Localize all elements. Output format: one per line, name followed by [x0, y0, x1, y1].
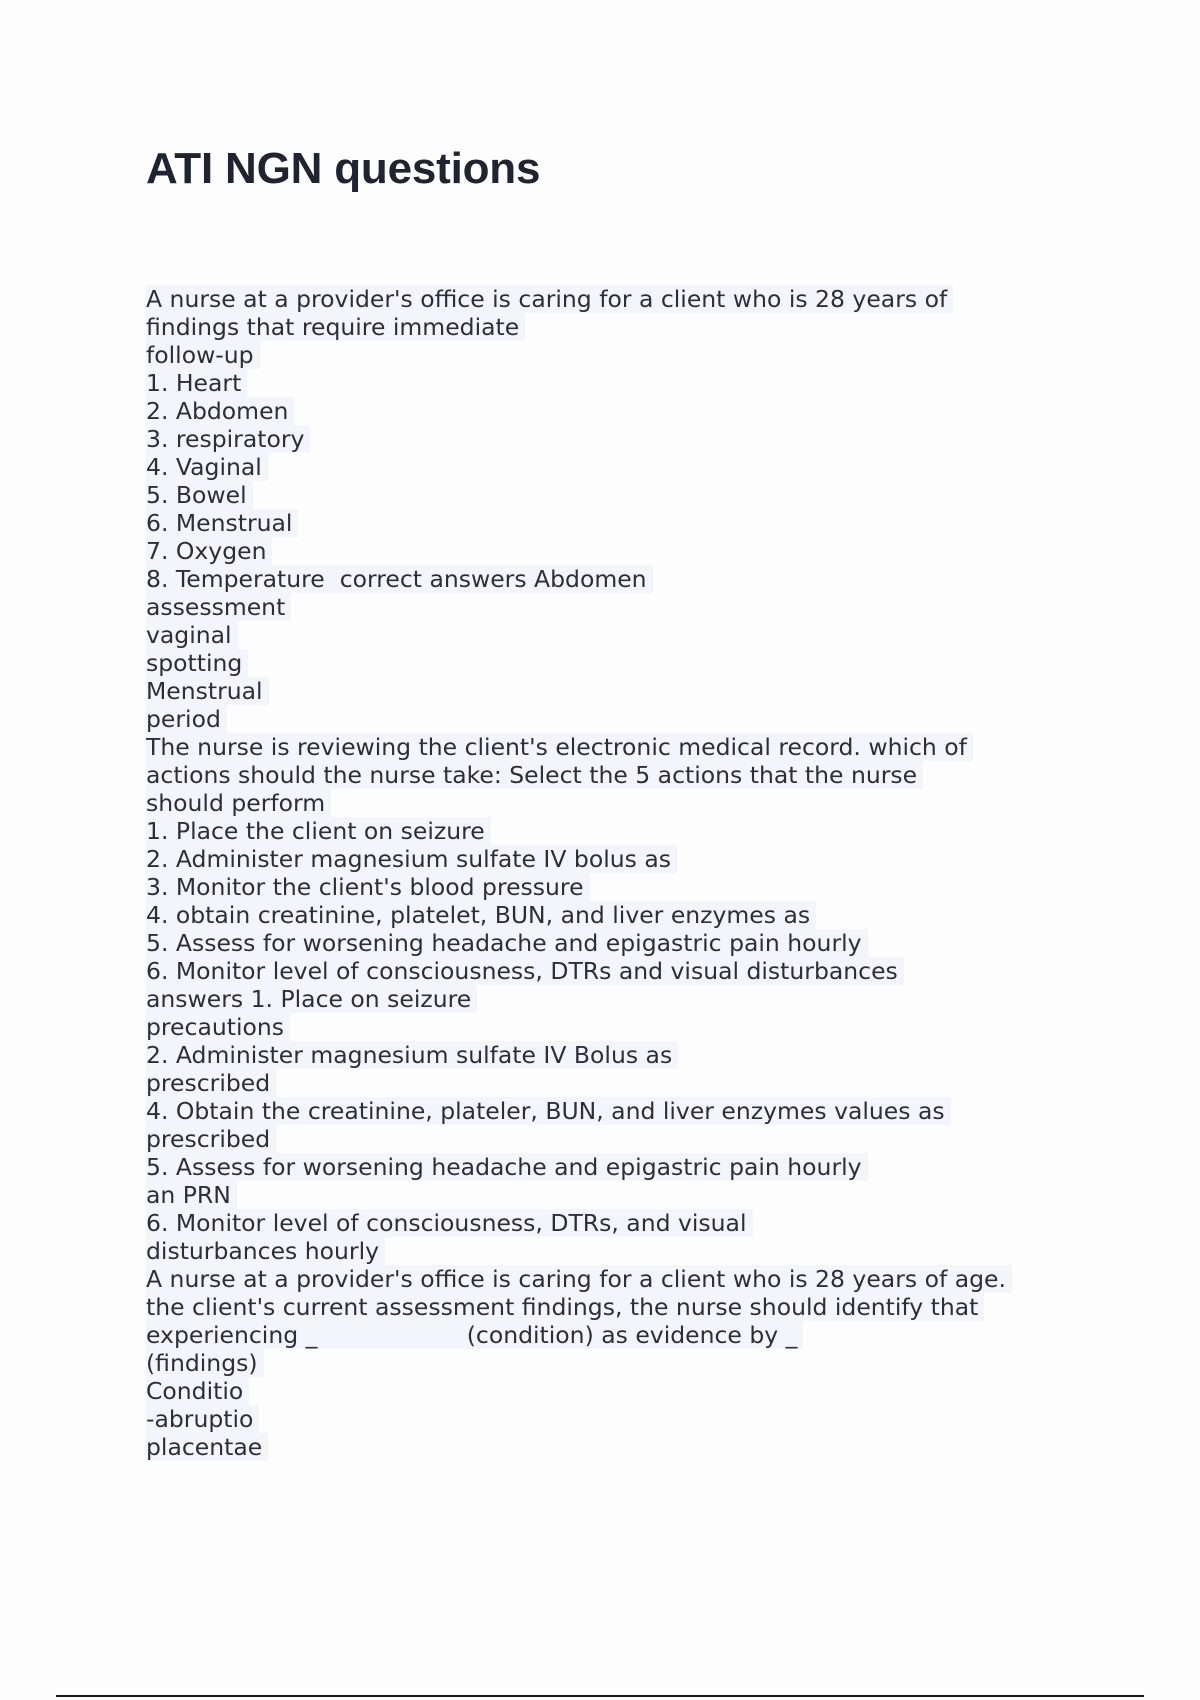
text-line-content: answers 1. Place on seizure — [146, 985, 477, 1013]
document-body — [146, 285, 1106, 1461]
text-line-content: The nurse is reviewing the client's electronic medical record. which of — [146, 733, 973, 761]
text-line-content: period — [146, 705, 227, 733]
text-line-content: 4. obtain creatinine, platelet, BUN, and liver enzymes as — [146, 901, 816, 929]
text-line-content: assessment — [146, 593, 291, 621]
text-line — [146, 425, 1106, 453]
text-line-content: (findings) — [146, 1349, 264, 1377]
text-line — [146, 621, 1106, 649]
text-line — [146, 1321, 1106, 1349]
text-line — [146, 341, 1106, 369]
text-line-content: 2. Abdomen — [146, 397, 294, 425]
text-line-content: 4. Vaginal — [146, 453, 268, 481]
text-line-content: 1. Heart — [146, 369, 247, 397]
text-line — [146, 761, 1106, 789]
text-line — [146, 1069, 1106, 1097]
text-line — [146, 537, 1106, 565]
text-line — [146, 453, 1106, 481]
text-line — [146, 1377, 1106, 1405]
footer-divider — [56, 1695, 1144, 1697]
text-line-content: 2. Administer magnesium sulfate IV Bolus as — [146, 1041, 678, 1069]
text-line-content: 5. Assess for worsening headache and epigastric pain hourly — [146, 929, 868, 957]
text-line-content: 5. Assess for worsening headache and epigastric pain hourly — [146, 1153, 868, 1181]
text-line-content: Menstrual — [146, 677, 269, 705]
text-line — [146, 929, 1106, 957]
text-line — [146, 509, 1106, 537]
text-line-content: 4. Obtain the creatinine, plateler, BUN, and liver enzymes values as — [146, 1097, 951, 1125]
text-line-content: 6. Monitor level of consciousness, DTRs and visual disturbances — [146, 957, 904, 985]
text-line — [146, 397, 1106, 425]
text-line — [146, 1125, 1106, 1153]
text-line-content: 1. Place the client on seizure — [146, 817, 491, 845]
text-line — [146, 1153, 1106, 1181]
text-line-content: prescribed — [146, 1125, 276, 1153]
text-line — [146, 1293, 1106, 1321]
text-line — [146, 985, 1106, 1013]
text-line — [146, 1433, 1106, 1461]
text-line — [146, 705, 1106, 733]
text-line — [146, 1349, 1106, 1377]
text-line-content: A nurse at a provider's office is caring for a client who is 28 years of — [146, 285, 953, 313]
text-line-content: Conditio — [146, 1377, 249, 1405]
text-line-content: should perform — [146, 789, 331, 817]
text-line-content: 8. Temperature correct answers Abdomen — [146, 565, 653, 593]
text-line-content: 6. Monitor level of consciousness, DTRs, and visual — [146, 1209, 753, 1237]
text-line — [146, 901, 1106, 929]
text-line — [146, 1265, 1106, 1293]
text-line-content: disturbances hourly — [146, 1237, 385, 1265]
text-line-content: placentae — [146, 1433, 268, 1461]
text-line-content: 3. Monitor the client's blood pressure — [146, 873, 590, 901]
text-line-content: 2. Administer magnesium sulfate IV bolus as — [146, 845, 677, 873]
text-line-content: -abruptio — [146, 1405, 259, 1433]
text-line-content: 3. respiratory — [146, 425, 310, 453]
text-line-content: findings that require immediate — [146, 313, 525, 341]
text-line-content: 6. Menstrual — [146, 509, 298, 537]
text-line — [146, 649, 1106, 677]
text-line — [146, 481, 1106, 509]
text-line-content: actions should the nurse take: Select the 5 actions that the nurse — [146, 761, 923, 789]
text-line — [146, 1013, 1106, 1041]
text-line — [146, 369, 1106, 397]
text-line — [146, 1097, 1106, 1125]
text-line-content: A nurse at a provider's office is caring for a client who is 28 years of age. — [146, 1265, 1012, 1293]
text-line — [146, 677, 1106, 705]
text-line — [146, 565, 1106, 593]
text-line-content: 5. Bowel — [146, 481, 253, 509]
text-line — [146, 1209, 1106, 1237]
text-line — [146, 1237, 1106, 1265]
text-line-content: spotting — [146, 649, 248, 677]
text-line — [146, 1405, 1106, 1433]
text-line-content: an PRN — [146, 1181, 237, 1209]
text-line-content: experiencing _ (condition) as evidence by _ — [146, 1321, 803, 1349]
text-line-content: precautions — [146, 1013, 290, 1041]
text-line — [146, 789, 1106, 817]
text-line — [146, 733, 1106, 761]
text-line-content: vaginal — [146, 621, 238, 649]
text-line-content: 7. Oxygen — [146, 537, 272, 565]
text-line — [146, 1041, 1106, 1069]
text-line — [146, 593, 1106, 621]
text-line — [146, 285, 1106, 313]
text-line — [146, 845, 1106, 873]
text-line — [146, 817, 1106, 845]
text-line — [146, 313, 1106, 341]
text-line-content: the client's current assessment findings, the nurse should identify that — [146, 1293, 984, 1321]
text-line-content: follow-up — [146, 341, 260, 369]
text-line-content: prescribed — [146, 1069, 276, 1097]
text-line — [146, 957, 1106, 985]
document-title: ATI NGN questions — [146, 144, 541, 193]
text-line — [146, 1181, 1106, 1209]
text-line — [146, 873, 1106, 901]
